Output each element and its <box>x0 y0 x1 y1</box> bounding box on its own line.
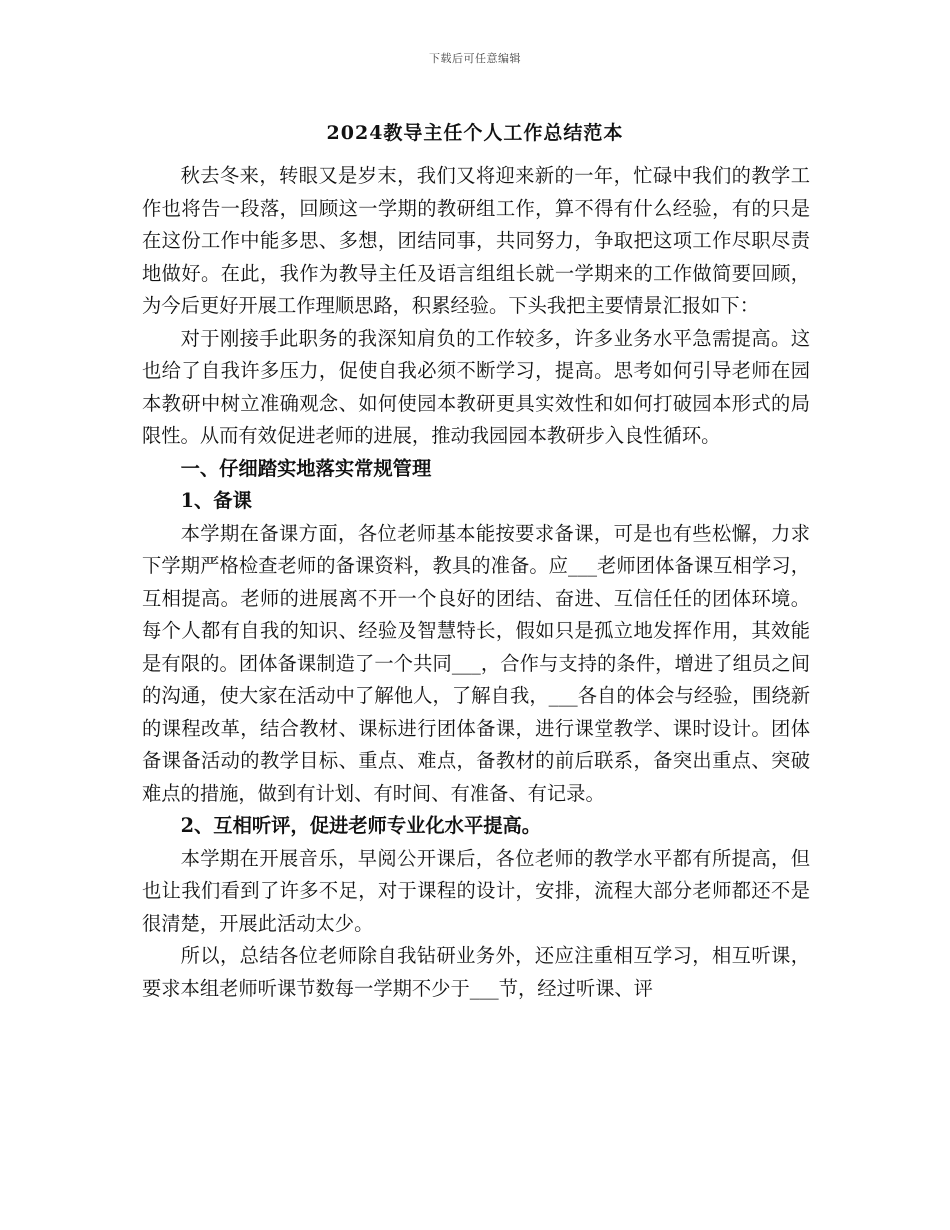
document-title: 2024教导主任个人工作总结范本 <box>326 122 624 144</box>
paragraph-mutual-learning: 所以，总结各位老师除自我钻研业务外，还应注重相互学习，相互听课，要求本组老师听课节数每一学期不少于___节，经过听课、评 <box>142 944 810 1000</box>
paragraph-reflection: 对于刚接手此职务的我深知肩负的工作较多，许多业务水平急需提高。这也给了自我许多压力，促使自我必须不断学习，提高。思考如何引导老师在园本教研中树立准确观念、如何使园本教研更具实效性和如何打破园本形式的局限性。从而有效促进老师的进展，推动我园园本教研步入良性循环。 <box>142 326 810 447</box>
paragraph-open-class: 本学期在开展音乐，早阅公开课后，各位老师的教学水平都有所提高，但也让我们看到了许多不足，对于课程的设计，安排，流程大部分老师都还不是很清楚，开展此活动太少。 <box>142 846 810 935</box>
page-header-note: 下载后可任意编辑 <box>429 52 521 65</box>
subsection-heading-peer-review: 2、互相听评，促进老师专业化水平提高。 <box>180 814 542 837</box>
paragraph-intro: 秋去冬来，转眼又是岁末，我们又将迎来新的一年，忙碌中我们的教学工作也将告一段落，回顾这一学期的教研组工作，算不得有什么经验，有的只是在这份工作中能多思、多想，团结同事，共同努力，争取把这项工作尽职尽责地做好。在此，我作为教导主任及语言组组长就一学期来的工作做简要回顾，为今后更好开展工作理顺思路，积累经验。下头我把主要情景汇报如下： <box>142 164 810 317</box>
subsection-heading-lesson-prep: 1、备课 <box>180 489 252 512</box>
section-heading-1: 一、仔细踏实地落实常规管理 <box>180 456 432 480</box>
paragraph-lesson-prep: 本学期在备课方面，各位老师基本能按要求备课，可是也有些松懈，力求下学期严格检查老师的备课资料，教具的准备。应___老师团体备课互相学习，互相提高。老师的进展离不开一个良好的团结、奋进、互信任任的团体环境。每个人都有自我的知识、经验及智慧特长，假如只是孤立地发挥作用，其效能是有限的。团体备课制造了一个共同___，合作与支持的条件，增进了组员之间的沟通，使大家在活动中了解他人，了解自我，___各自的体会与经验，围绕新的课程改革，结合教材、课标进行团体备课，进行课堂教学、课时设计。团体备课备活动的教学目标、重点、难点，备教材的前后联系，备突出重点、突破难点的措施，做到有计划、有时间、有准备、有记录。 <box>142 521 810 805</box>
document-body <box>142 160 810 1005</box>
